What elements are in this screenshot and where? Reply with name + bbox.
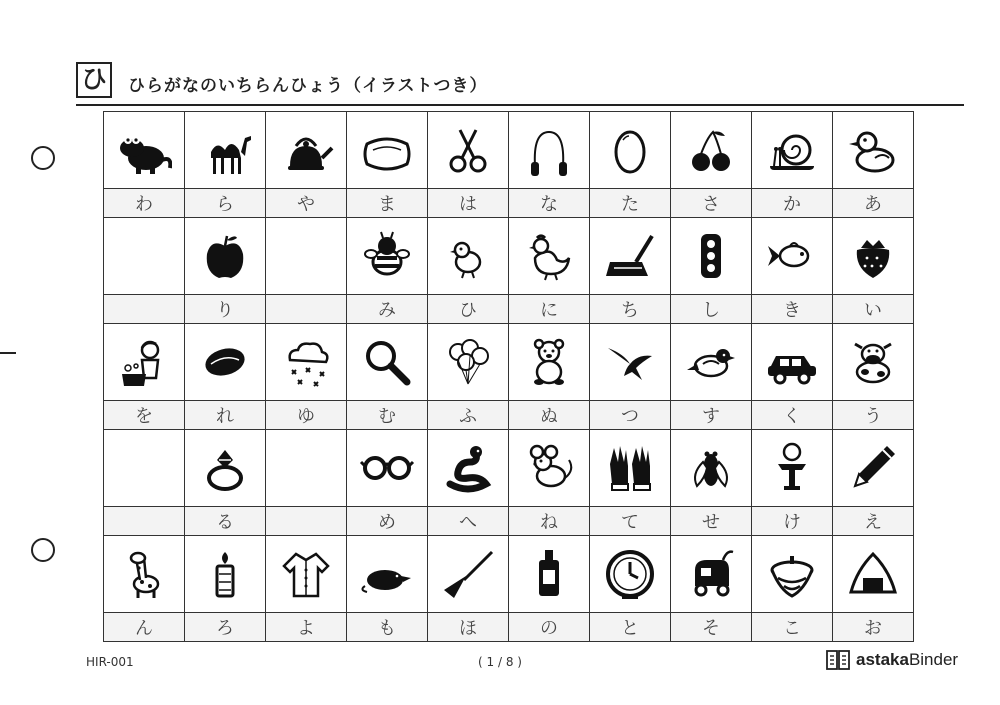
- illustration-box: [509, 536, 589, 613]
- kana-label: わ: [104, 189, 184, 217]
- illustration-box: [428, 430, 508, 507]
- spinning-top-icon: [764, 546, 820, 602]
- kana-cell-ひ: [428, 218, 509, 324]
- illustration-box: [833, 430, 913, 507]
- kana-cell-ん: [104, 536, 185, 642]
- gloves-icon: [602, 440, 658, 496]
- illustration-box: [347, 536, 427, 613]
- kana-cell-ろ: [185, 536, 266, 642]
- kana-cell-た: [590, 112, 671, 218]
- illustration-box: [185, 430, 265, 507]
- illustration-box: [104, 324, 184, 401]
- ring-icon: [197, 440, 253, 496]
- kana-cell-し: [671, 218, 752, 324]
- strawberry-icon: [845, 228, 901, 284]
- kana-label: な: [509, 189, 589, 217]
- snow-icon: [278, 334, 334, 390]
- snake-icon: [440, 440, 496, 496]
- kana-cell-に: [509, 218, 590, 324]
- illustration-box: [671, 112, 751, 189]
- document-code: HIR-001: [86, 655, 134, 669]
- illustration-box: [671, 430, 751, 507]
- kana-cell-わ: [104, 112, 185, 218]
- illustration-box: [833, 324, 913, 401]
- kana-cell-え: [833, 430, 914, 536]
- illustration-box: [590, 324, 670, 401]
- kana-label: り: [185, 295, 265, 323]
- kana-cell-さ: [671, 112, 752, 218]
- kana-label: ま: [347, 189, 427, 217]
- lemon-icon: [197, 334, 253, 390]
- kana-label: [266, 295, 346, 323]
- kana-label: さ: [671, 189, 751, 217]
- kana-label: み: [347, 295, 427, 323]
- egg-icon: [602, 122, 658, 178]
- illustration-box: [185, 218, 265, 295]
- kana-label: ゆ: [266, 401, 346, 429]
- fold-mark: [0, 352, 16, 354]
- kana-cell-つ: [590, 324, 671, 430]
- kana-cell-う: [833, 324, 914, 430]
- kana-cell-み: [347, 218, 428, 324]
- illustration-box: [752, 112, 832, 189]
- kana-label: も: [347, 613, 427, 641]
- illustration-box: [752, 218, 832, 295]
- empty-cell: [266, 218, 347, 324]
- broom-icon: [440, 546, 496, 602]
- page-header: [76, 62, 964, 106]
- cow-icon: [845, 334, 901, 390]
- kana-cell-て: [590, 430, 671, 536]
- illustration-box: [185, 536, 265, 613]
- illustration-box: [833, 112, 913, 189]
- brand-logo: [826, 649, 958, 671]
- kana-row: [104, 112, 914, 218]
- sparrow-icon: [683, 334, 739, 390]
- kana-cell-そ: [671, 536, 752, 642]
- hiragana-table: [103, 111, 914, 642]
- vacuum-icon: [683, 546, 739, 602]
- illustration-box: [266, 430, 346, 507]
- kana-label: [104, 295, 184, 323]
- car-icon: [764, 334, 820, 390]
- illustration-box: [104, 430, 184, 507]
- kana-row: [104, 218, 914, 324]
- camel-icon: [197, 122, 253, 178]
- kana-label: き: [752, 295, 832, 323]
- page-number: ( 1 / 8 ): [478, 655, 522, 669]
- kana-cell-れ: [185, 324, 266, 430]
- illustration-box: [509, 112, 589, 189]
- crocodile-icon: [116, 122, 172, 178]
- kana-label: と: [590, 613, 670, 641]
- kana-cell-や: [266, 112, 347, 218]
- teddy-bear-icon: [521, 334, 577, 390]
- kendama-icon: [764, 440, 820, 496]
- goldfish-icon: [764, 228, 820, 284]
- kana-label: す: [671, 401, 751, 429]
- illustration-box: [833, 536, 913, 613]
- kana-cell-る: [185, 430, 266, 536]
- illustration-box: [590, 536, 670, 613]
- kana-label: し: [671, 295, 751, 323]
- kana-label: を: [104, 401, 184, 429]
- clock-icon: [602, 546, 658, 602]
- kana-label: い: [833, 295, 913, 323]
- illustration-box: [509, 324, 589, 401]
- kana-label: る: [185, 507, 265, 535]
- magnifier-icon: [359, 334, 415, 390]
- illustration-box: [104, 112, 184, 189]
- bee-icon: [359, 228, 415, 284]
- kana-label: ぬ: [509, 401, 589, 429]
- illustration-box: [590, 430, 670, 507]
- kana-cell-か: [752, 112, 833, 218]
- kana-label: ろ: [185, 613, 265, 641]
- kana-cell-よ: [266, 536, 347, 642]
- kana-cell-ら: [185, 112, 266, 218]
- apple-icon: [197, 228, 253, 284]
- illustration-box: [347, 324, 427, 401]
- traffic-light-icon: [683, 228, 739, 284]
- kana-label: に: [509, 295, 589, 323]
- illustration-box: [671, 324, 751, 401]
- kana-cell-い: [833, 218, 914, 324]
- illustration-box: [752, 324, 832, 401]
- kana-label: ほ: [428, 613, 508, 641]
- kana-cell-へ: [428, 430, 509, 536]
- kana-label: ち: [590, 295, 670, 323]
- kana-cell-こ: [752, 536, 833, 642]
- illustration-box: [509, 218, 589, 295]
- kana-cell-ほ: [428, 536, 509, 642]
- kana-row: [104, 324, 914, 430]
- illustration-box: [752, 536, 832, 613]
- illustration-box: [752, 430, 832, 507]
- kana-cell-は: [428, 112, 509, 218]
- empty-cell: [266, 430, 347, 536]
- illustration-box: [104, 536, 184, 613]
- illustration-box: [671, 218, 751, 295]
- kana-cell-と: [590, 536, 671, 642]
- binder-hole-top: [31, 146, 55, 170]
- kana-row: [104, 430, 914, 536]
- kana-cell-き: [752, 218, 833, 324]
- binder-book-icon: [826, 649, 850, 671]
- kana-cell-ね: [509, 430, 590, 536]
- illustration-box: [347, 112, 427, 189]
- kana-cell-む: [347, 324, 428, 430]
- chicken-icon: [521, 228, 577, 284]
- illustration-box: [266, 218, 346, 295]
- duck-icon: [845, 122, 901, 178]
- empty-cell: [104, 218, 185, 324]
- kana-cell-の: [509, 536, 590, 642]
- rice-ball-icon: [845, 546, 901, 602]
- kana-cell-け: [752, 430, 833, 536]
- header-badge: ひ: [76, 62, 112, 98]
- brand-name: astakaBinder: [856, 650, 959, 669]
- chick-icon: [440, 228, 496, 284]
- mouse-icon: [521, 440, 577, 496]
- boy-washing-icon: [116, 334, 172, 390]
- illustration-box: [266, 324, 346, 401]
- kana-label: ら: [185, 189, 265, 217]
- kana-cell-く: [752, 324, 833, 430]
- jump-rope-icon: [521, 122, 577, 178]
- kana-label: ふ: [428, 401, 508, 429]
- baby-clothes-icon: [278, 546, 334, 602]
- kana-cell-ぬ: [509, 324, 590, 430]
- kana-cell-も: [347, 536, 428, 642]
- kana-label: ひ: [428, 295, 508, 323]
- cherry-icon: [683, 122, 739, 178]
- glasses-icon: [359, 440, 415, 496]
- kana-label: え: [833, 507, 913, 535]
- kana-row: [104, 536, 914, 642]
- kana-cell-め: [347, 430, 428, 536]
- kana-label: つ: [590, 401, 670, 429]
- scissors-icon: [440, 122, 496, 178]
- kana-cell-ゆ: [266, 324, 347, 430]
- kana-label: よ: [266, 613, 346, 641]
- illustration-box: [347, 430, 427, 507]
- kana-label: う: [833, 401, 913, 429]
- illustration-box: [185, 112, 265, 189]
- kana-cell-ま: [347, 112, 428, 218]
- swallow-icon: [602, 334, 658, 390]
- dustpan-icon: [602, 228, 658, 284]
- kana-label: あ: [833, 189, 913, 217]
- binder-hole-bottom: [31, 538, 55, 562]
- illustration-box: [428, 536, 508, 613]
- kana-label: た: [590, 189, 670, 217]
- kana-cell-お: [833, 536, 914, 642]
- kana-cell-せ: [671, 430, 752, 536]
- pencil-icon: [845, 440, 901, 496]
- illustration-box: [185, 324, 265, 401]
- mole-icon: [359, 546, 415, 602]
- kana-label: お: [833, 613, 913, 641]
- illustration-box: [671, 536, 751, 613]
- kana-label: せ: [671, 507, 751, 535]
- kana-label: [104, 507, 184, 535]
- kana-label: め: [347, 507, 427, 535]
- illustration-box: [347, 218, 427, 295]
- kana-label: ね: [509, 507, 589, 535]
- illustration-box: [266, 536, 346, 613]
- candle-icon: [197, 546, 253, 602]
- illustration-box: [428, 218, 508, 295]
- balloons-icon: [440, 334, 496, 390]
- kana-cell-を: [104, 324, 185, 430]
- kana-cell-あ: [833, 112, 914, 218]
- illustration-box: [590, 218, 670, 295]
- illustration-box: [428, 112, 508, 189]
- empty-cell: [104, 430, 185, 536]
- kettle-icon: [278, 122, 334, 178]
- kana-label: へ: [428, 507, 508, 535]
- illustration-box: [428, 324, 508, 401]
- page-title: ひらがなのいちらんひょう（イラストつき）: [128, 76, 488, 96]
- kana-cell-な: [509, 112, 590, 218]
- illustration-box: [833, 218, 913, 295]
- illustration-box: [104, 218, 184, 295]
- snail-icon: [764, 122, 820, 178]
- giraffe-icon: [116, 546, 172, 602]
- kana-label: て: [590, 507, 670, 535]
- kana-label: か: [752, 189, 832, 217]
- kana-label: く: [752, 401, 832, 429]
- kana-label: そ: [671, 613, 751, 641]
- kana-label: ん: [104, 613, 184, 641]
- kana-label: の: [509, 613, 589, 641]
- kana-label: や: [266, 189, 346, 217]
- kana-label: は: [428, 189, 508, 217]
- kana-cell-ち: [590, 218, 671, 324]
- kana-cell-す: [671, 324, 752, 430]
- kana-cell-ふ: [428, 324, 509, 430]
- kana-label: け: [752, 507, 832, 535]
- kana-cell-り: [185, 218, 266, 324]
- kana-label: む: [347, 401, 427, 429]
- kana-label: [266, 507, 346, 535]
- pillow-icon: [359, 122, 415, 178]
- illustration-box: [590, 112, 670, 189]
- kana-label: こ: [752, 613, 832, 641]
- kana-label: れ: [185, 401, 265, 429]
- glue-icon: [521, 546, 577, 602]
- cicada-icon: [683, 440, 739, 496]
- illustration-box: [266, 112, 346, 189]
- illustration-box: [509, 430, 589, 507]
